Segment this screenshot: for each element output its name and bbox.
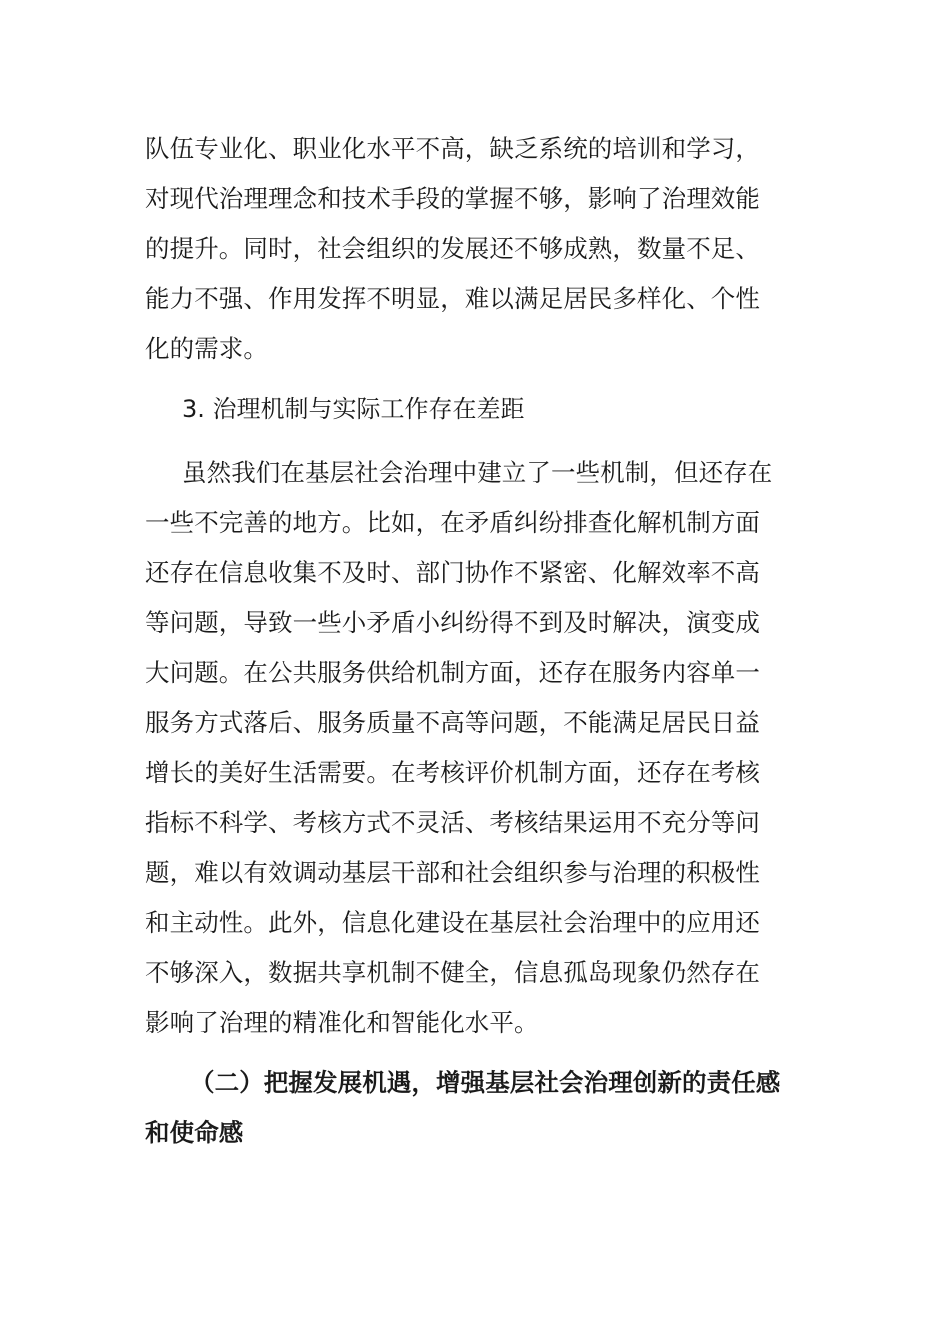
paragraph-line: 对现代治理理念和技术手段的掌握不够，影响了治理效能	[145, 184, 760, 213]
paragraph-line: 不够深入，数据共享机制不健全，信息孤岛现象仍然存在	[145, 958, 760, 987]
paragraph-line: 大问题。在公共服务供给机制方面，还存在服务内容单一	[145, 658, 760, 687]
paragraph-line: 指标不科学、考核方式不灵活、考核结果运用不充分等问	[145, 808, 760, 837]
paragraph-line: 增长的美好生活需要。在考核评价机制方面，还存在考核	[145, 758, 760, 787]
section-heading-line: 和使命感	[145, 1118, 244, 1147]
paragraph-line: 的提升。同时，社会组织的发展还不够成熟，数量不足、	[145, 234, 760, 263]
section-heading-line: （二）把握发展机遇，增强基层社会治理创新的责任感	[190, 1068, 781, 1097]
paragraph-1	[145, 124, 807, 374]
paragraph-line: 化的需求。	[145, 334, 268, 363]
paragraph-line: 影响了治理的精准化和智能化水平。	[145, 1008, 539, 1037]
paragraph-line: 虽然我们在基层社会治理中建立了一些机制，但还存在	[182, 458, 773, 487]
paragraph-line: 和主动性。此外，信息化建设在基层社会治理中的应用还	[145, 908, 760, 937]
subheading-3: 3. 治理机制与实际工作存在差距	[182, 395, 525, 423]
paragraph-line: 队伍专业化、职业化水平不高，缺乏系统的培训和学习，	[145, 134, 760, 163]
paragraph-line: 题，难以有效调动基层干部和社会组织参与治理的积极性	[145, 858, 760, 887]
paragraph-line: 服务方式落后、服务质量不高等问题，不能满足居民日益	[145, 708, 760, 737]
section-heading	[145, 1058, 807, 1158]
paragraph-line: 能力不强、作用发挥不明显，难以满足居民多样化、个性	[145, 284, 760, 313]
paragraph-line: 等问题，导致一些小矛盾小纠纷得不到及时解决，演变成	[145, 608, 760, 637]
paragraph-line: 一些不完善的地方。比如，在矛盾纠纷排查化解机制方面	[145, 508, 760, 537]
paragraph-2	[145, 448, 807, 1048]
document-page	[145, 124, 807, 1158]
paragraph-line: 还存在信息收集不及时、部门协作不紧密、化解效率不高	[145, 558, 760, 587]
